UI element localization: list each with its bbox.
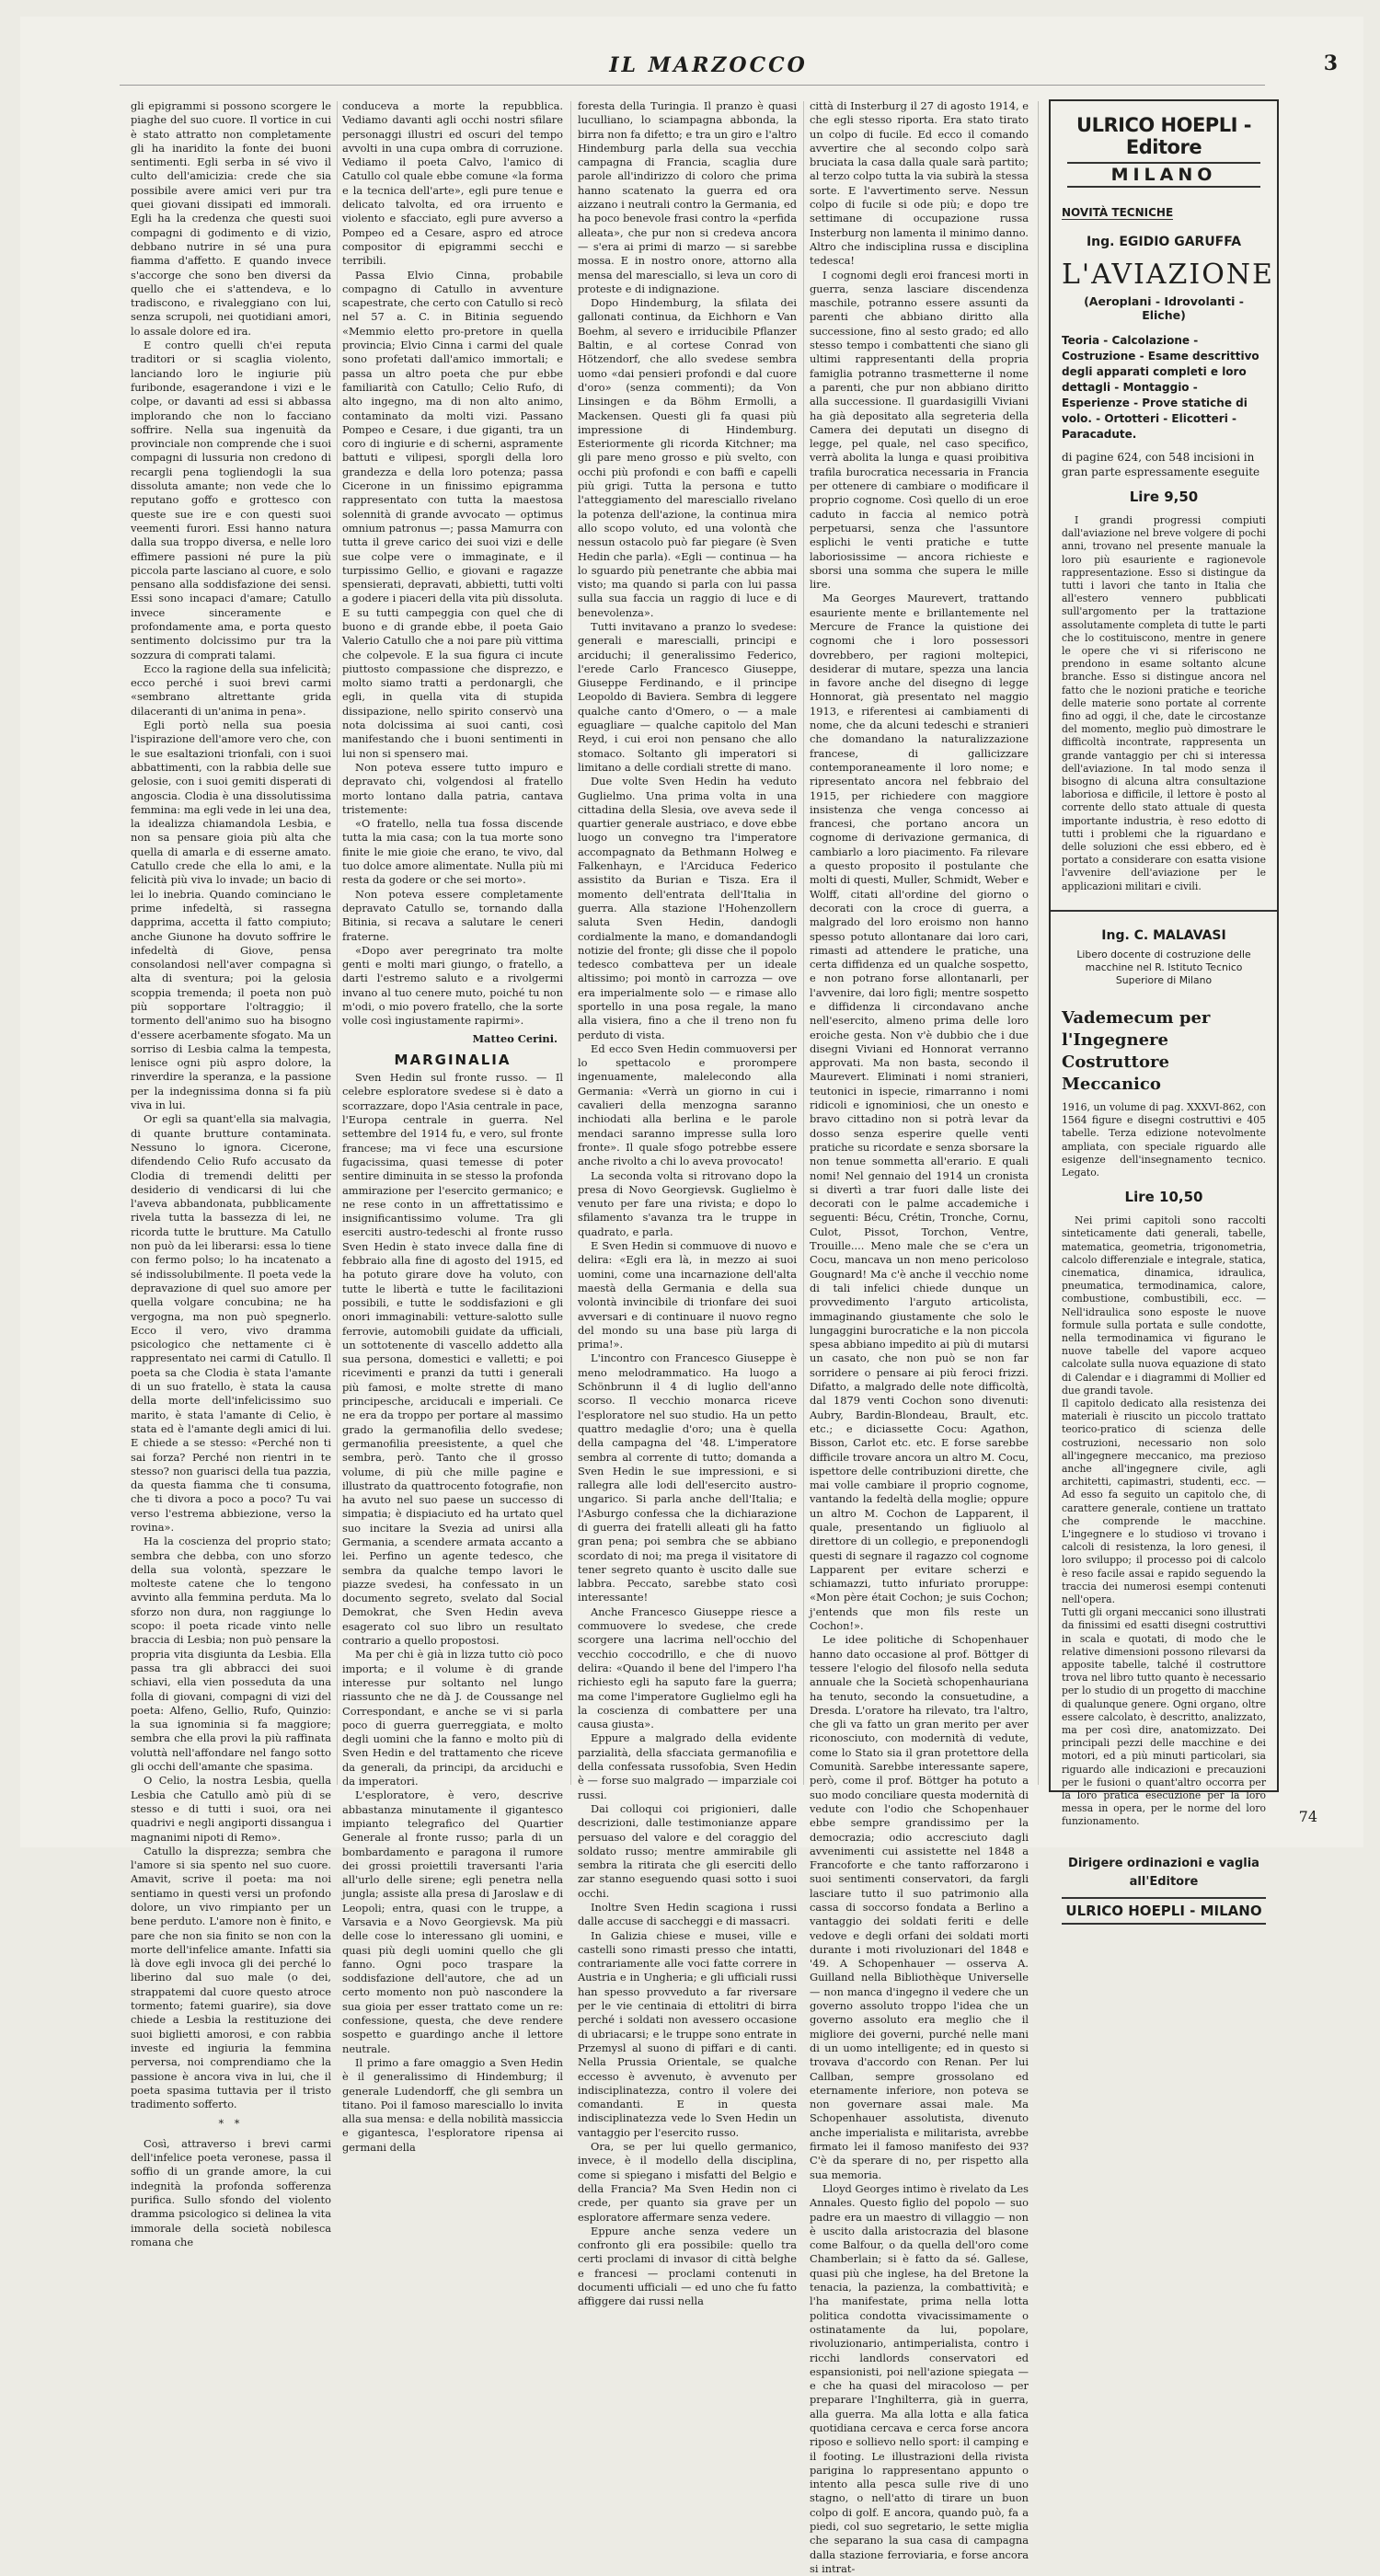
book-description: Nei primi capitoli sono raccolti sinteticamente dati generali, tabelle, matematica, geometria, trigonometria, calcolo differenziale e integrale, statica, cinematica, dinamica, idraulica, pneumatica, termodinamica, calore, combustione, combustibili, ecc. — Nell'idraulica sono esposte le nuove formule sulla portata e sulle condotte, nella termodinamica vi figurano le nuove tabelle del vapore acqueo calcolate sulla nuova equazione di stato di Calendar e i diagrammi di Mollier ed due grandi tavole. Il capitolo dedicato alla resistenza dei materiali è riuscito un piccolo trattato teorico-pratico di scienza delle costruzioni, necessario non solo all'ingegnere meccanico, ma prezioso anche all'ingegnere civile, agli architetti, capimastri, studenti, ecc. — Ad esso fa seguito un capitolo che, di carattere generale, contiene un trattato che comprende le macchine. L'ingegnere e lo studioso vi trovano i calcoli di resistenza, la loro genesi, il loro sviluppo; il processo poi di calcolo è reso facile assai e rapido seguendo la traccia dei numerosi esempi contenuti nell'opera. Tutti gli organi meccanici sono illustrati da finissimi ed esatti disegni costruttivi in scala e quotati, di modo che le relative dimensioni possono rilevarsi da apposite tabelle, talché il costruttore trova nel libro tutto quanto è necessario per lo studio di un progetto di macchine di qualunque genere. Ogni organo, oltre essere calcolato, è descritto, analizzato, ma per così dire, anatomizzato. Dei principali pezzi delle macchine e dei motori, ed a più minuti particolari, sia riguardo alle indicazioni e precauzioni per le fusioni o quant'altro occorra per la loro pratica esecuzione per la loro messa in opera, per le norme del loro funzionamento. bbox=[1062, 1214, 1266, 1828]
column-rule bbox=[570, 101, 571, 1785]
hoepli-advertisement bbox=[1049, 99, 1279, 1919]
paragraph: conduceva a morte la repubblica. Vediamo davanti agli occhi nostri sfilare personaggi illustri ed oscuri del tempo avvolti in una cupa ombra di corruzione. Vediamo il poeta Calvo, l'amico di Catullo col quale ebbe comune «la forma e la tecnica dell'arte», egli pure tenue e delicato talvolta, ed ora irruento e violento e sfacciato, egli pure avverso a Pompeo ed a Cesare, aspro ed atroce compositor di epigrammi secchi e terribili. bbox=[342, 99, 563, 268]
paragraph: Or egli sa quant'ella sia malvagia, di quante brutture contaminata. Nessuno lo ignora. Cicerone, difendendo Celio Rufo accusato da Clodia di tremendi delitti per desiderio di vendicarsi di lui che l'aveva abbandonata, pubblicamente rivela tutta la bassezza di lei, ne ricorda tutte le brutture. Ma Catullo non può da lei liberarsi: essa lo tiene con fermo polso; lo ha incatenato a sé indissolubilmente. Il poeta vede la depravazione di quel suo amore per quella volgare concubina; ne ha vergogna, ma non può spegnerlo. Ecco il vero, vivo dramma psicologico che nettamente ci è rappresentato nei carmi di Catullo. Il poeta sa che Clodia è stata l'amante di un suo fratello, è stata la causa della morte dell'infelicissimo suo marito, è stata l'amante di Celio, è stata ed è l'amante degli amici di lui. E chiede a se stesso: «Perché non ti sai forza? Perché non rientri in te stesso? non guarisci della tua pazzia, da questa fiamma che ti consuma, che ti divora a poco a poco? Tu vai verso l'estrema abbiezione, verso la rovina». bbox=[131, 1112, 331, 1534]
paragraph: Inoltre Sven Hedin scagiona i russi dalle accuse di saccheggi e di massacri. bbox=[578, 1901, 797, 1928]
paragraph: Ecco la ragione della sua infelicità; ecco perché i suoi brevi carmi «sembrano altrettante grida dilaceranti di un'anima in pena». bbox=[131, 661, 331, 718]
paragraph: Anche Francesco Giuseppe riesce a commuovere lo svedese, che crede scorgere una lacrima nell'occhio del vecchio coccodrillo, e che di nuovo delira: «Quando il bene del l'impero l'ha richiesto egli ha saputo fare la guerra; ma come l'imperatore Guglielmo egli ha la coscienza di combattere per una causa giusta». bbox=[578, 1604, 797, 1731]
author-malavasi: Ing. C. MALAVASI bbox=[1101, 927, 1226, 943]
book-price: Lire 10,50 bbox=[1124, 1189, 1203, 1206]
section-heading: MARGINALIA bbox=[394, 1051, 512, 1068]
paragraph: Ma per chi è già in lizza tutto ciò poco importa; e il volume è di grande interesse pur soltanto nel lungo riassunto che ne dà J. de Coussange nel Correspondant, e anche se vi si parla poco di guerra guerreggiata, e molto degli uomini che la fanno e molto più di Sven Hedin e del trattamento che riceve da generali, da principi, da arciduchi e da imperatori. bbox=[342, 1648, 563, 1788]
paragraph: Il primo a fare omaggio a Sven Hedin è il generalissimo di Hindemburg; il generale Ludendorff, che gli sembra un titano. Poi il famoso maresciallo lo invita alla sua mensa: e della nobilità massiccia e gigantesca, l'esploratore ripensa ai germani della bbox=[342, 2055, 563, 2154]
paragraph: Ha la coscienza del proprio stato; sembra che debba, con uno sforzo della sua volontà, spezzare le molteste catene che lo tengono avvinto alla femmina perduta. Ma lo sforzo non dura, non raggiunge lo scopo: il poeta ricade vinto nelle braccia di Lesbia; non può pensare la propria vita disgiunta da Lesbia. Ella passa tra gli abbracci dei suoi schiavi, ella vien posseduta da una folla di giovani, compagni di vizi del poeta: Alfeno, Gellio, Rufo, Quinzio: la sua ignominia si fa maggiore; sembra che ella provi la più raffinata voluttà nell'affondare nel fango sotto gli occhi dell'amante che spasima. bbox=[131, 1535, 331, 1774]
paragraph: Eppure anche senza vedere un confronto gli era possibile: quello tra certi proclami di invasor di città belghe e francesi — proclami contenuti in documenti ufficiali — ed uno che fu fatto affiggere dai russi nella bbox=[578, 2224, 797, 2308]
paragraph: Ora, se per lui quello germanico, invece, è il modello della disciplina, come si spiegano i misfatti del Belgio e della Francia? Ma Sven Hedin non ci crede, per quanto sia grave per un esploratore affermare senza vedere. bbox=[578, 2140, 797, 2224]
quote: «O fratello, nella tua fossa discende tutta la mia casa; con la tua morte sono finite le mie gioie che erano, te vivo, dal tuo dolce amore alimentate. Nulla più mi resta da godere or che sei morto». bbox=[342, 817, 563, 887]
column-rule bbox=[337, 101, 338, 1785]
paragraph: gli epigrammi si possono scorgere le piaghe del suo cuore. Il vortice in cui è stato attratto non completamente gli ha inaridito la fonte dei buoni sentimenti. Egli serba in sé vivo il culto dell'amicizia: crede che sia possibile avere amici veri pur tra quei giovani dissipati ed immorali. Egli ha la credenza che questi suoi compagni di godimento e di vizio, debbano nutrire in sé una pura fiamma d'affetto. E quando invece s'accorge che sono ben diversi da quello che ei s'attendeva, e lo tradiscono, e rivaleggiano con lui, senza scrupoli, nei quotidiani amori, lo assale dolore ed ira. bbox=[131, 99, 331, 338]
publisher-name-bottom: ULRICO HOEPLI - MILANO bbox=[1062, 1897, 1266, 1925]
paragraph: Passa Elvio Cinna, probabile compagno di Catullo in avventure scapestrate, che certo con Catullo si recò nel 57 a. C. in Bitinia seguendo «Memmio eletto pro-pretore in quella provincia; Elvio Cinna i carmi del quale sono profetati dall'amico immortali; e passa un altro poeta che pur ebbe familiarità con Catullo; Celio Rufo, di alto ingegno, ma di non alto animo, contaminato da molti vizi. Passano Pompeo e Cesare, i due giganti, tra un coro di ingiurie e di scherni, aspramente battuti e vilipesi, sporgli della loro grandezza e della loro potenza; passa Cicerone in un finissimo epigramma rappresentato con tutta la maestosa solennità di grande avvocato — optimus omnium patronus —; passa Mamurra con tutta il greve carico dei suoi vizi e delle sue colpe vere o immaginate, e il turpissimo Gellio, e giovani e ragazze spensierati, depravati, abbietti, tutti volti a godere i piaceri della vita più dissoluta. E su tutti campeggia con quel che di buono e di grande ebbe, il poeta Gaio Valerio Catullo che a noi pare più vittima che colpevole. E la sua figura ci incute piuttosto compassione che disprezzo, e molto siamo tratti a perdonargli, che egli, in quella vita di stupida dissipazione, nello spirito conservò una nota dolcissima ai suoi canti, così manifestando che i buoni sentimenti in lui non si spensero mai. bbox=[342, 268, 563, 760]
book-title-aviazione: L'AVIAZIONE bbox=[1062, 259, 1274, 291]
paragraph: I cognomi degli eroi francesi morti in guerra, senza lasciare discendenza maschile, potranno essere assunti da parenti che abbiano diritto alla successione, fino al sesto grado; ed allo stesso tempo i combattenti che siano gli ultimi rappresentanti della propria famiglia potranno trasmetterne il nome a parenti, che pur non abbiano diritto alla successione. Il guardasigilli Viviani ha già depositato alla segreteria della Camera dei deputati un disegno di legge, pel quale, nel caso specifico, verrà abolita la lunga e quasi proibitiva trafila burocratica necessaria in Francia per ottenere di cambiare o modificare il proprio cognome. Così quello di un eroe caduto in faccia al nemico potrà perpetuarsi, senza che l'assuntore esplichi le venti pratiche e tutte laboriosissime — ancora richieste e sborsi una somma che supera le mille lire. bbox=[810, 268, 1029, 592]
column-rule bbox=[1038, 101, 1039, 1785]
header-rule bbox=[120, 85, 1265, 86]
paragraph: E contro quelli ch'ei reputa traditori or si scaglia violento, lanciando loro le ingiurie più furibonde, esagerandone i vizi e le colpe, or davanti ad essi si abbassa implorando che non lo facciano soffrire. Nella sua ingenuità da provinciale non comprende che i suoi compagni di lussuria non credono di recargli pena togliendogli la sua dissoluta amante; non vede che lo reputano goffo e grottesco con queste sue ire e con questi suoi veementi furori. Essi hanno natura dalla sua troppo diversa, e nelle loro effimere passioni né pure la più piccola parte lasciano al cuore, e solo pensano alla soddisfazione dei sensi. Essi sono incapaci d'amare; Catullo invece sinceramente e profondamente ama, e porta questo sentimento dolcissimo pur tra la sozzura di comprati talami. bbox=[131, 339, 331, 661]
paragraph: La seconda volta si ritrovano dopo la presa di Novo Georgievsk. Guglielmo è venuto per fare una rivista; e dopo lo sfilamento s'avanza tra le truppe in quadrato, e parla. bbox=[578, 1168, 797, 1238]
paragraph: Non poteva essere completamente depravato Catullo se, tornando dalla Bitinia, si recava a salutare le ceneri fraterne. bbox=[342, 887, 563, 943]
author-signature: Matteo Cerini. bbox=[472, 1031, 558, 1045]
column-4 bbox=[810, 99, 1029, 2575]
masthead: IL MARZOCCO bbox=[609, 53, 808, 77]
column-3 bbox=[578, 99, 797, 2308]
book-title-vademecum: Vademecum per l'Ingegnere Costruttore Meccanico bbox=[1062, 1007, 1211, 1094]
paragraph: O Celio, la nostra Lesbia, quella Lesbia che Catullo amò più di se stesso e di tutti i suoi, ora nei quadrivi e negli angiporti dissangua i magnanimi nipoti di Remo». bbox=[131, 1774, 331, 1844]
book-price: Lire 9,50 bbox=[1129, 489, 1199, 505]
paragraph: Tutti invitavano a pranzo lo svedese: generali e marescialli, principi e arciduchi; il generalissimo Federico, l'erede Carlo Francesco Giuseppe, Giuseppe Ferdinando, e il principe Leopoldo di Baviera. Sembra di leggere qualche canto d'Omero, o — a male eguagliare — qualche capitolo del Man Reyd, i cui eroi non pensano che allo stomaco. Soltanto gli imperatori si limitano a delle cordiali strette di mano. bbox=[578, 619, 797, 774]
book-pages: 1916, un volume di pag. XXXVI-862, con 1564 figure e disegni costruttivi e 405 tabelle. Terza edizione notevolmente ampliata, con speciale riguardo alle esigenze dell'insegnamento tecnico. Legato. bbox=[1062, 1100, 1266, 1179]
paragraph: Sven Hedin sul fronte russo. — Il celebre esploratore svedese si è dato a scorrazzare, dopo l'Asia centrale in pace, l'Europa centrale in guerra. Nel settembre del 1914 fu, e vero, sul fronte francese; ma vi fece una escursione fugacissima, quasi temesse di poter sentire diminuita in se stesso la profonda ammirazione per l'esercito germanico; e ne rese conto in un affrettatissimo e insignificantissimo volume. Tra gli eserciti austro-tedeschi al fronte russo Sven Hedin è stato invece dalla fine di febbraio alla fine di agosto del 1915, ed ha potuto girare dove ha voluto, con tutte le libertà e tutte le facilitazioni possibili, e tutte le soddisfazioni e gli onori immaginabili: vetture-salotto sulle ferrovie, automobili guidate da ufficiali, un sottotenente di vascello addetto alla sua persona, domestici e valletti; e poi ricevimenti e pranzi da tutti i generali più famosi, e molte strette di mano principesche, arciducali e imperiali. Ce ne era da troppo per portare al massimo grado la germanofilia dello svedese; germanofilia preesistente, a quel che sembra, però. Tanto che il grosso volume, di più che mille pagine e illustrato da quattrocento fotografie, non ha avuto nel suo paese un successo di simpatia; è dispiaciuto ed ha urtato quel suo incitare la Svezia ad unirsi alla Germania, a scendere armata accanto a lei. Perfino un agente tedesco, che sembra da qualche tempo lavori le piazze svedesi, ha confessato in un documento segreto, svelato dal Social Demokrat, che Sven Hedin aveva esagerato col suo libro un resultato contrario a quello propostosi. bbox=[342, 1071, 563, 1648]
orders-label: Dirigere ordinazioni e vaglia all'Editore bbox=[1068, 1856, 1259, 1889]
author-description: Libero docente di costruzione delle macchine nel R. Istituto Tecnico Superiore di Milano bbox=[1076, 948, 1251, 986]
column-1 bbox=[131, 99, 331, 2248]
ad-separator bbox=[1051, 910, 1277, 912]
book-topics: Teoria - Calcolazione - Costruzione - Esame descrittivo degli apparati completi e loro dettagli - Montaggio - Esperienze - Prove statiche di volo. - Ortotteri - Elicotteri - Paracadute. bbox=[1062, 334, 1259, 441]
publisher-city: MILANO bbox=[1067, 162, 1260, 188]
paragraph: L'esploratore, è vero, descrive abbastanza minutamente il gigantesco impianto telegrafico del Quartier Generale al fronte russo; parla di un bombardamento e paragona il rumore dei grossi proiettili traversanti l'aria all'urlo delle sirene; egli penetra nella jungla; assiste alla presa di Jaroslaw e di Leopoli; entra, quasi con le truppe, a Varsavia e a Novo Georgievsk. Ma più delle cose lo interessano gli uomini, e quasi più degli uomini quello che gli fanno. Ogni poco trasparе la soddisfazione dell'autore, che ad un certo momento non può nascondere la sua gioia per esser trattato come un re: confessione, questa, che deve rendere sospetto e guardingo anche il lettore neutrale. bbox=[342, 1788, 563, 2055]
paragraph: Eppure a malgrado della evidente parzialità, della sfacciata germanofilia e della confessata russofobia, Sven Hedin è — forse suo malgrado — imparziale coi russi. bbox=[578, 1731, 797, 1801]
novita-label: NOVITÀ TECNICHE bbox=[1062, 206, 1174, 219]
column-rule bbox=[803, 101, 804, 1785]
paragraph: Le idee politiche di Schopenhauer hanno dato occasione al prof. Böttger di tessere l'elogio del filosofo nella seduta annuale che la Società schopenhauriana ha tenuto, secondo la consuetudine, a Dresda. L'oratore ha rilevato, tra l'altro, che gli va fatto un gran merito per aver riconosciuto, con modernità di vedute, come lo Stato sia il gran protettore della Comunità. Sarebbe interessante sapere, però, come il prof. Böttger ha potuto a suo modo conciliare questa modernità di vedute con l'odio che Schopenhauer ebbe sempre grandissimo per la democrazia; odio accresciuto dagli avvenimenti cui assistette nel 1848 a Francoforte e che tanto rafforzarono i suoi sentimenti conservatori, da fargli lasciare tutto il suo patrimonio alla cassa di soccorso fondata a Berlino a vantaggio dei soldati feriti e delle vedove e degli orfani dei soldati morti durante i moti rivoluzionari del 1848 e '49. A Schopenhauer — osserva A. Guilland nella Bibliothèque Universelle — non manca d'ingegno il vedere che un governo assoluto troppo l'idea che un governo assoluto era meglio che il migliore dei governi, purché nelle mani di un uomo intelligente; ed in questo si trovava d'accordo con Renan. Per lui Callban, sempre grossolano ed eternamente inferiore, non poteva se non governare assai male. Ma Schopenhauer assolutista, divenuto anche imperialista e militarista, avrebbe firmato lei il famoso manifesto dei 93? C'è da sperare di no, per rispetto alla sua memoria. bbox=[810, 1633, 1029, 2181]
page-number: 3 bbox=[1323, 52, 1338, 75]
paragraph: foresta della Turingia. Il pranzo è quasi luculliano, lo sciampagna abbonda, la birra non fa difetto; e tra un giro e l'altro Hindemburg parla della sua vecchia campagna di Francia, scaglia dure parole all'indirizzo di coloro che prima hanno scatenato la guerra ed ora aizzano i neutrali contro la Germania, ed ha poco benevole frasi contro la «perfida alleata», che pur non si credeva ancora — s'era ai primi di marzo — si sarebbe mossa. E in nostro onore, attorno alla mensa del maresciallo, si leva un coro di proteste e di indignazione. bbox=[578, 99, 797, 295]
paragraph: Catullo la disprezza; sembra che l'amore si sia spento nel suo cuore. Amavit, scrive il poeta: ma noi sentiamo in questi versi un profondo dolore, un vivo rimpianto per un bene perduto. L'amore non è finito, e pare che non sia finito se non con la morte dell'infelice amante. Infatti sia là dove egli invoca gli dei perché lo liberino dal suo male (o dei, strappatemi dal cuore questo atroce tormento; fatemi guarire), sia dove chiede a Lesbia la restituzione dei suoi biglietti amorosi, e con rabbia investe ed ingiuria la femmina perversa, noi comprendiamo che la passione è ancora viva in lui, che il poeta spasima tuttavia per il tristo tradimento sofferto. bbox=[131, 1844, 331, 2111]
book-description: I grandi progressi compiuti dall'aviazione nel breve volgere di pochi anni, trovano nel presente manuale la loro più esauriente e ragionevole rappresentazione. Esso si distingue da tutti i lavori che tanto in Italia che all'estero vennero pubblicati sull'argomento per la trattazione assolutamente completa di tutte le parti che lo costituiscono, mentre in genere le opere che vi si riferiscono ne prendono in esame soltanto alcune branche. Esso si distingue ancora nel fatto che le nozioni pratiche e teoriche delle materie sono portate al corrente fino ad oggi, il che, date le circostanze del momento, meglio può dimostrare le difficoltà incontrate, rappresenta un grande vantaggio per chi si interessa dell'aviazione. In tal modo senza il bisogno di alcuna altra consultazione laboriosa e difficile, il lettore è posto al corrente dello stato attuale di questa importante industria, è reso edotto di tutti i problemi che la riguardano e delle soluzioni che essi ebbero, ed è portato a considerare con esatta visione l'avvenire dell'aviazione per le applicazioni militari e civili. bbox=[1062, 514, 1266, 892]
paragraph: In Galizia chiese e musei, ville e castelli sono rimasti presso che intatti, contrariamente alle voci fatte correre in Austria e in Ungheria; e gli ufficiali russi han spesso provveduto a far riversare per le vie centinaia di ettolitri di birra perché i soldati non avessero occasione di ubriacarsi; e le truppe sono entrate in Przemysl al suono di piffari e di canti. Nella Prussia Orientale, se qualche eccesso è avvenuto, è avvenuto per indisciplinatezza, contro il volere dei comandanti. E in questa indisciplinatezza vede lo Sven Hedin un vantaggio per l'esercito russo. bbox=[578, 1928, 797, 2139]
book-subtitle: (Aeroplani - Idrovolanti - Eliche) bbox=[1084, 294, 1244, 322]
paragraph: Non poteva essere tutto impuro e depravato chi, volgendosi al fratello morto lontano dalla patria, cantava tristemente: bbox=[342, 760, 563, 816]
column-2 bbox=[342, 99, 563, 2154]
footer-number: 74 bbox=[1298, 1808, 1317, 1825]
paragraph: Egli portò nella sua poesia l'ispirazione dell'amore vero che, con le sue esaltazioni trionfali, con i suoi abbattimenti, con la rabbia delle sue gelosie, con i suoi gemiti disperati di angoscia. Clodia è una dissolutissima femmina: ma egli vede in lei una dea, la idealizza chiamandola Lesbia, e non sa pensare gioia più alta che quella di amarla e di esserne amato. Catullo crede che ella lo ami, e la felicità più viva lo invade; un bacio di lei lo inebria. Quando cominciano le prime infedeltà, si rassegna dapprima, accetta il fatto compiuto; anche Giunone ha dovuto soffrire le infedeltà di Giove, pensa consolandosi nell'aver compagna sì alta di sventura; poi la gelosia scoppia tremenda; il poeta non può più sopportare l'oltraggio; il tormento dell'animo suo ha bisogno d'essere acerbamente sfogato. Ma un sorriso di Lesbia calma la tempesta, lenisce ogni più aspro dolore, la rinverdire la speranza, e la passione per la indegnissima donna si fa più viva in lui. bbox=[131, 719, 331, 1112]
author-garuffa: Ing. EGIDIO GARUFFA bbox=[1086, 235, 1242, 249]
paragraph: Dai colloqui coi prigionieri, dalle descrizioni, dalle testimonianze appare persuaso del valore e del coraggio del soldato russo; mentre ammirabile gli sembra la ritirata che gli eserciti dello zar stanno eseguendo quasi sotto i suoi occhi. bbox=[578, 1801, 797, 1900]
publisher-name: ULRICO HOEPLI - Editore bbox=[1076, 114, 1251, 158]
paragraph: Ma Georges Maurevert, trattando esauriente mente e brillantemente nel Mercure de France la quistione dei cognomi che i loro possessori dovrebbero, per ragioni moltepici, desiderar di mutare, spezza una lancia in favore anche del disegno di legge Honnorat, già presentato nel maggio 1913, e riferentesi ai cambiamenti di nome, che da alcuni tedeschi e stranieri che domandano la naturalizzazione francese, di gallicizzare contemporaneamente il loro nome; e ripresentato ancora nel febbraio del 1915, per richiedere con maggiore insistenza che venga concesso ai francesi, che portano ancora un cognome di derivazione germanica, di cambiarlo a loro piacimento. Fa rilevare a questo proposito il postulante che molti di questi, Muller, Schmidt, Weber e Wolff, citati all'ordine del giorno o decorati con la croce di guerra, a malgrado del loro eroismo non hanno spesso potuto allontanare dai loro cari, rimasti ad attendere le pratiche, una certa diffidenza ed un qualche sospetto, e non potrano forse allontanarli, per l'avvenire, dai loro figli; mentre sospetto e diffidenza li circondavano anche nell'esercito, almeno prima delle loro eroiche gesta. Non v'è dubbio che i due disegni Viviani ed Honnorat verranno approvati. Ma non basta, secondo il Maurevert. Eliminati i nomi stranieri, teutonici in ispecie, rimarranno i nomi ridicoli e ignominiosi, che un onesto e bravo cittadino non si potrà levar da dosso senza esperire quelle venti pratiche su ricordate e senza sborsare la non tenue sommetta all'erario. E quali nomi! Nel gennaio del 1914 un cronista si divertì a trar fuori dalle liste dei decorati con le palme accademiche i seguenti: Bécu, Crétin, Tronche, Cornu, Culot, Pissot, Torchon, Ventre, Trouille.... Meno male che se c'era un Cocu, mancava un non meno pericoloso Gougnard! Ma c'è anche il vecchio nome di tali infelici chiede dunque un provvedimento l'arguto articolista, immaginando giustamente che solo le lungaggini burocratiche e la non piccola spesa abbiano impedito ai più di mutarsi un casato, che non può se non far sorridere o pensare ai più feroci frizzi. Difatto, a malgrado delle note difficoltà, dal 1879 venti Cochon sono divenuti: Aubry, Bardin-Blondeau, Brault, etc. etc.; e diciassette Cocu: Agathon, Bisson, Carlot etc. etc. E forse sarebbe difficile trovare ancora un altro M. Cocu, ispettore delle contribuzioni dirette, che mai volle cambiare il proprio cognome, vantando la fedeltà della moglie; oppure un altro M. Cochon de Lapparent, il quale, presentando un figliuolo al direttore di un collegio, e preponendogli questi di segnare il ragazzo col cognome Lapparent per evitare scherzi e schiamazzi, tutto infuriato proruppe: «Mon père était Cochon; je suis Cochon; j'entends que mon fils reste un Cochon!». bbox=[810, 592, 1029, 1633]
quote: «Dopo aver peregrinato tra molte genti e molti mari giungo, o fratello, a darti l'estremo saluto e a rivolgermi invano al tuo cenere muto, poiché tu non m'odi, o mio povero fratello, che la sorte volle così ingiustamente rapirmi». bbox=[342, 943, 563, 1028]
paragraph: Due volte Sven Hedin ha veduto Guglielmo. Una prima volta in una cittadina della Slesia, ove aveva sede il quartier generale austriaco, e dove ebbe luogo un convegno tra l'imperatore accompagnato da Bethmann Holweg e Falkenhayn, e l'Arciduca Federico assistito da Burian e Tisza. Era il momento dell'entrata dell'Italia in guerra. Alla stazione l'Hohenzollern saluta Sven Hedin, dandogli cordialmente la mano, e domandandogli notizie del fronte; gli disse che il popolo tedesco combatteva per un ideale altissimo; poi montò in carrozza — ove era imperialmente solo — e rimase allo sportello in una posa regale, la mano alla visiera, fino a che il treno non fu perduto di vista. bbox=[578, 775, 797, 1041]
section-divider: * * bbox=[218, 2117, 244, 2131]
paragraph: città di Insterburg il 27 di agosto 1914, e che egli stesso riporta. Era stato tirato un colpo di fucile. Ed ecco il comando avvertire che al secondo colpo sarà bruciata la casa dalla quale sarà partito; al terzo colpo tutta la via subirà la stessa sorte. E l'avvertimento serve. Nessun colpo di fucile si ode più; e dopo tre settimane di occupazione russa Insterburg non lamenta il minimo danno. Altro che indisciplina russa e disciplina tedesca! bbox=[810, 99, 1029, 268]
paragraph: L'incontro con Francesco Giuseppe è meno melodrammatico. Ha luogo a Schönbrunn il 4 di luglio dell'anno scorso. Il vecchio monarca riceve l'esploratore nel suo studio. Ha un petto quattro medaglie d'oro; una è quella della campagna del '48. L'imperatore sembra al corrente di tutto; domanda a Sven Hedin le sue impressioni, e si rallegra alle lodi dell'esercito austro-ungarico. Si parla anche dell'Italia; e l'Asburgo confessa che la dichiarazione di guerra dei fratelli alleati gli ha fatto gran pena; poi sembra che se abbiano scordato di noi; ma prega il visitatore di tener segreto quanto è uscito dalle sue labbra. Peccato, sarebbe stato così interessante! bbox=[578, 1351, 797, 1604]
paragraph: Ed ecco Sven Hedin commuoversi per lo spettacolo e prorompere ingenuamente, malelecondo alla Germania: «Verrà un giorno in cui i cavalieri della menzogna saranno inchiodati alla berlina e le parole mendaci saranno impresse sulla loro fronte». Il quale sfogo potrebbe essere anche rivolto a chi lo aveva provocato! bbox=[578, 1041, 797, 1168]
paragraph: Così, attraverso i brevi carmi dell'infelice poeta veronese, passa il soffio di un grande amore, la cui indegnità la profonda sofferenza purifica. Sullo sfondo del violento dramma psicologico si delinea la vita immorale della società nobilesca romana che bbox=[131, 2136, 331, 2248]
paragraph: Lloyd Georges intimo è rivelato da Les Annales. Questo figlio del popolo — suo padre era un maestro di villaggio — non è uscito dalla aristocrazia del blasone come Balfour, o da quella dell'oro come Chamberlain; si è fatto da sé. Gallese, quasi più che inglese, ha del Bretone la tenacia, la pazienza, la combattività; e l'ha manifestate, prima nella lotta politica condotta vivacissimamente o ostinatamente da lui, popolare, rivoluzionario, antimperialista, contro i ricchi landlords conservatori ed espansionisti, poi nell'azione spiegata — e che ha quasi del miracoloso — per preparare l'Inghilterra, già in guerra, alla guerra. Ma alla lotta e alla fatica quotidiana cercava e cerca forse ancora riposo e sollievo nello sport: il camping e il footing. Le illustrazioni della rivista parigina lo rappresentano appunto o intento alla pesca sulle rive di uno stagno, o nell'atto di tirare un buon colpo di golf. E ancora, quando può, fa a piedi, col suo segretario, le sette miglia che separano la sua casa di campagna dalla stazione ferroviaria, e forse ancora si intrat- bbox=[810, 2181, 1029, 2575]
paragraph: E Sven Hedin si commuove di nuovo e delira: «Egli era là, in mezzo ai suoi uomini, come una incarnazione dell'alta maestà della Germania e della sua volontà invincibile di trionfare dei suoi avversari e di continuare il nuovo regno del mondo su una base più larga di prima!». bbox=[578, 1239, 797, 1351]
paragraph: Dopo Hindemburg, la sfilata dei gallonati continua, da Eichhorn e Van Boehm, al severo e irriducibile Pflanzer Baltin, e al cortese Conrad von Hötzendorf, che allo svedese sembra uomo «dai pensieri profondi e dal cuore d'oro» (senza commenti); da Von Linsingen e da Böhm Ermolli, a Mackensen. Questi gli fa quasi più impressione di Hindemburg. Esteriormente gli ricorda Kitchner; ma gli pare meno grosso e più svelto, con occhi più profondi e con baffi e capelli più grigi. Tutta la persona e tutto l'atteggiamento del maresciallo rivelano la potenza dell'azione, la continua mira allo scopo voluto, ed una volontà che nessun ostacolo può far piegare (è Sven Hedin che parla). «Egli — continua — ha lo sguardo più penetrante che abbia mai visto; ma quando si parla con lui passa sulla sua faccia un raggio di luce e di benevolenza». bbox=[578, 296, 797, 619]
book-pages: di pagine 624, con 548 incisioni in gran parte espressamente eseguite bbox=[1062, 451, 1260, 478]
